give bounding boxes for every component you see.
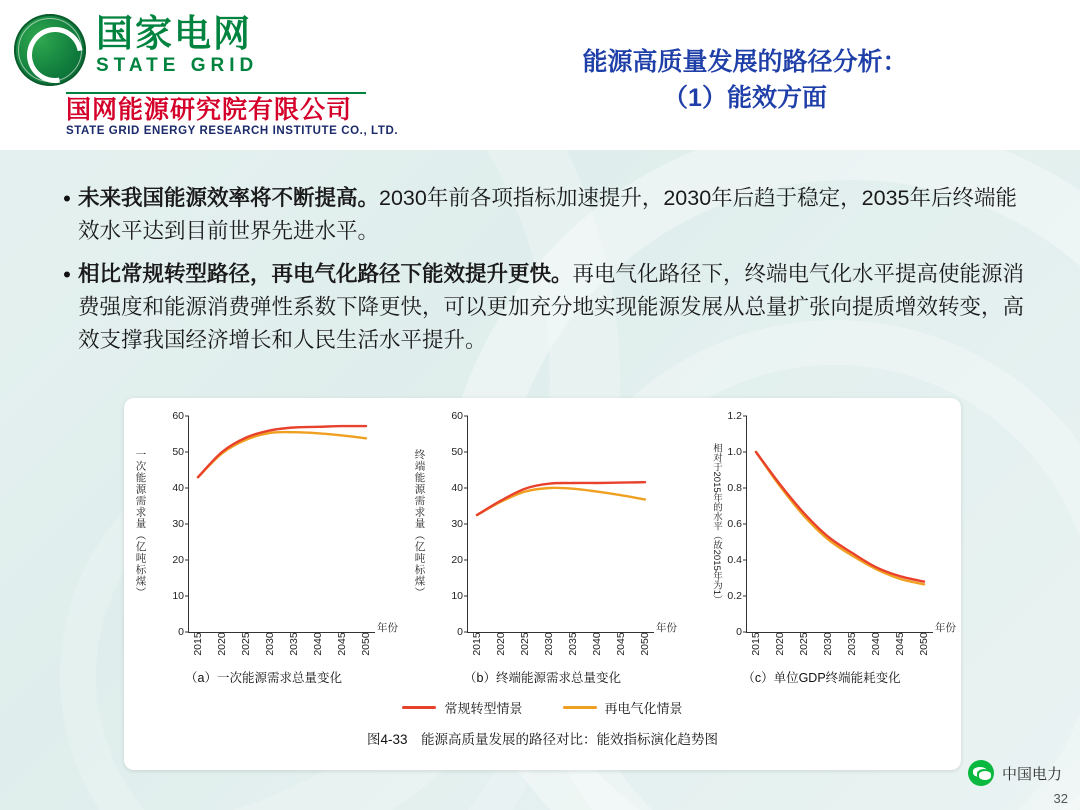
y-axis-tick-label: 0.6: [727, 518, 742, 530]
page-title-line2: （1）能效方面: [663, 84, 827, 112]
chart-b-caption: （b）终端能源需求总量变化: [464, 671, 621, 685]
bullet-marker: •: [63, 262, 71, 287]
chart-row: [124, 406, 961, 696]
x-axis-tick-label: 2050: [918, 632, 930, 656]
chart-b: [403, 406, 682, 696]
brand-logo: [14, 14, 258, 86]
chart-c-xlabel: 年份: [935, 622, 956, 634]
page-title-line1: 能源高质量发展的路径分析：: [582, 48, 908, 76]
legend-swatch: [402, 706, 436, 709]
y-axis-tick-label: 20: [451, 554, 463, 566]
y-axis-tick-label: 0.8: [727, 482, 742, 494]
figure-legend: [124, 698, 961, 717]
x-axis-tick-label: 2030: [264, 632, 276, 656]
x-axis-tick-label: 2030: [822, 632, 834, 656]
institute-name-en: STATE GRID ENERGY RESEARCH INSTITUTE CO., LTD.: [66, 125, 399, 137]
bullet-lead-text: 相比常规转型路径，再电气化路径下能效提升更快。: [78, 262, 573, 286]
legend-label: 再电气化情景: [604, 701, 683, 716]
x-axis-tick-label: 2040: [591, 632, 603, 656]
x-axis-tick-label: 2045: [615, 632, 627, 656]
slide-header: [0, 0, 1080, 150]
y-axis-tick-label: 0: [457, 626, 463, 638]
y-axis-tick-label: 10: [451, 590, 463, 602]
x-axis-tick-label: 2020: [495, 632, 507, 656]
chart-c-plot: [727, 410, 933, 656]
y-axis-tick-label: 40: [172, 482, 184, 494]
chart-a-plot: [172, 410, 375, 656]
y-axis-tick-label: 0: [736, 626, 742, 638]
state-grid-globe-icon: [14, 14, 86, 86]
figure-panel: [124, 398, 961, 770]
bullet-marker: •: [63, 186, 71, 211]
x-axis-tick-label: 2045: [336, 632, 348, 656]
list-item: [56, 258, 1036, 357]
chart-c-ylabel: 相对于2015年的水平（故2015年为1）: [711, 443, 722, 605]
y-axis-tick-label: 30: [451, 518, 463, 530]
x-axis-tick-label: 2040: [870, 632, 882, 656]
chart-b-xlabel: 年份: [656, 622, 677, 634]
y-axis-tick-label: 40: [451, 482, 463, 494]
y-axis-tick-label: 0.4: [727, 554, 742, 566]
x-axis-tick-label: 2045: [894, 632, 906, 656]
institute-name: [66, 96, 398, 139]
series-line: [477, 488, 645, 515]
chart-series-svg: [747, 416, 933, 632]
y-axis-tick-label: 1.2: [727, 410, 742, 422]
x-axis-tick-label: 2015: [471, 632, 483, 656]
company-name-en: STATE GRID: [96, 55, 259, 76]
y-axis-tick-label: 30: [172, 518, 184, 530]
y-axis-tick-label: 1.0: [727, 446, 742, 458]
figure-number: 图4-33 能源高质量发展的路径对比：能效指标演化趋势图: [366, 732, 719, 747]
y-axis-tick-label: 50: [172, 446, 184, 458]
y-axis-tick-label: 50: [451, 446, 463, 458]
x-axis-tick-label: 2025: [519, 632, 531, 656]
series-line: [198, 426, 366, 477]
page-title: [430, 44, 1060, 116]
wechat-icon: [968, 760, 994, 786]
legend-item-conventional: [402, 698, 522, 717]
logo-divider: [66, 92, 366, 94]
x-axis-tick-label: 2050: [360, 632, 372, 656]
bullet-lead-text: 未来我国能源效率将不断提高。: [78, 186, 380, 210]
x-axis-tick-label: 2015: [750, 632, 762, 656]
x-axis-tick-label: 2020: [774, 632, 786, 656]
legend-label: 常规转型情景: [444, 701, 523, 716]
chart-a: [124, 406, 403, 696]
bullet-body-text: 2030年前各项指标加速提升，2030年后趋于稳定，2035年后终端能效水平达到目前世界先进水平。: [78, 186, 1018, 243]
chart-a-caption: （a）一次能源需求总量变化: [185, 671, 342, 685]
x-axis-tick-label: 2020: [216, 632, 228, 656]
y-axis-tick-label: 60: [451, 410, 463, 422]
x-axis-tick-label: 2030: [543, 632, 555, 656]
legend-swatch: [563, 706, 597, 709]
chart-c: [682, 406, 961, 696]
x-axis-tick-label: 2050: [639, 632, 651, 656]
wechat-badge: [968, 760, 1062, 786]
chart-a-ylabel: 一次能源需求量（亿吨标煤）: [134, 449, 147, 599]
bullet-list: [56, 182, 1036, 367]
chart-series-svg: [189, 416, 375, 632]
x-axis-tick-label: 2035: [288, 632, 300, 656]
y-axis-tick-label: 0.2: [727, 590, 742, 602]
institute-name-cn: 国网能源研究院有限公司: [66, 96, 353, 124]
y-axis-tick-label: 10: [172, 590, 184, 602]
y-axis-tick-label: 20: [172, 554, 184, 566]
x-axis-tick-label: 2015: [192, 632, 204, 656]
legend-item-reelectrification: [563, 698, 683, 717]
bullet-body-text: 再电气化路径下，终端电气化水平提高使能源消费强度和能源消费弹性系数下降更快，可以更加充分地实现能源发展从总量扩张向提质增效转变，高效支撑我国经济增长和人民生活水平提升。: [78, 262, 1025, 352]
list-item: [56, 182, 1036, 248]
chart-series-svg: [468, 416, 654, 632]
chart-b-plot: [451, 410, 654, 656]
chart-b-ylabel: 终端能源需求量（亿吨标煤）: [413, 449, 426, 599]
x-axis-tick-label: 2035: [846, 632, 858, 656]
chart-a-xlabel: 年份: [377, 622, 398, 634]
wechat-name: 中国电力: [1001, 765, 1062, 783]
y-axis-tick-label: 0: [178, 626, 184, 638]
series-line: [198, 432, 366, 477]
y-axis-tick-label: 60: [172, 410, 184, 422]
x-axis-tick-label: 2025: [798, 632, 810, 656]
x-axis-tick-label: 2025: [240, 632, 252, 656]
page-number: 32: [1053, 791, 1068, 806]
chart-c-caption: （c）单位GDP终端能耗变化: [742, 671, 901, 685]
company-name-cn: 国家电网: [96, 13, 252, 54]
x-axis-tick-label: 2040: [312, 632, 324, 656]
x-axis-tick-label: 2035: [567, 632, 579, 656]
series-line: [756, 452, 924, 582]
series-line: [756, 452, 924, 584]
